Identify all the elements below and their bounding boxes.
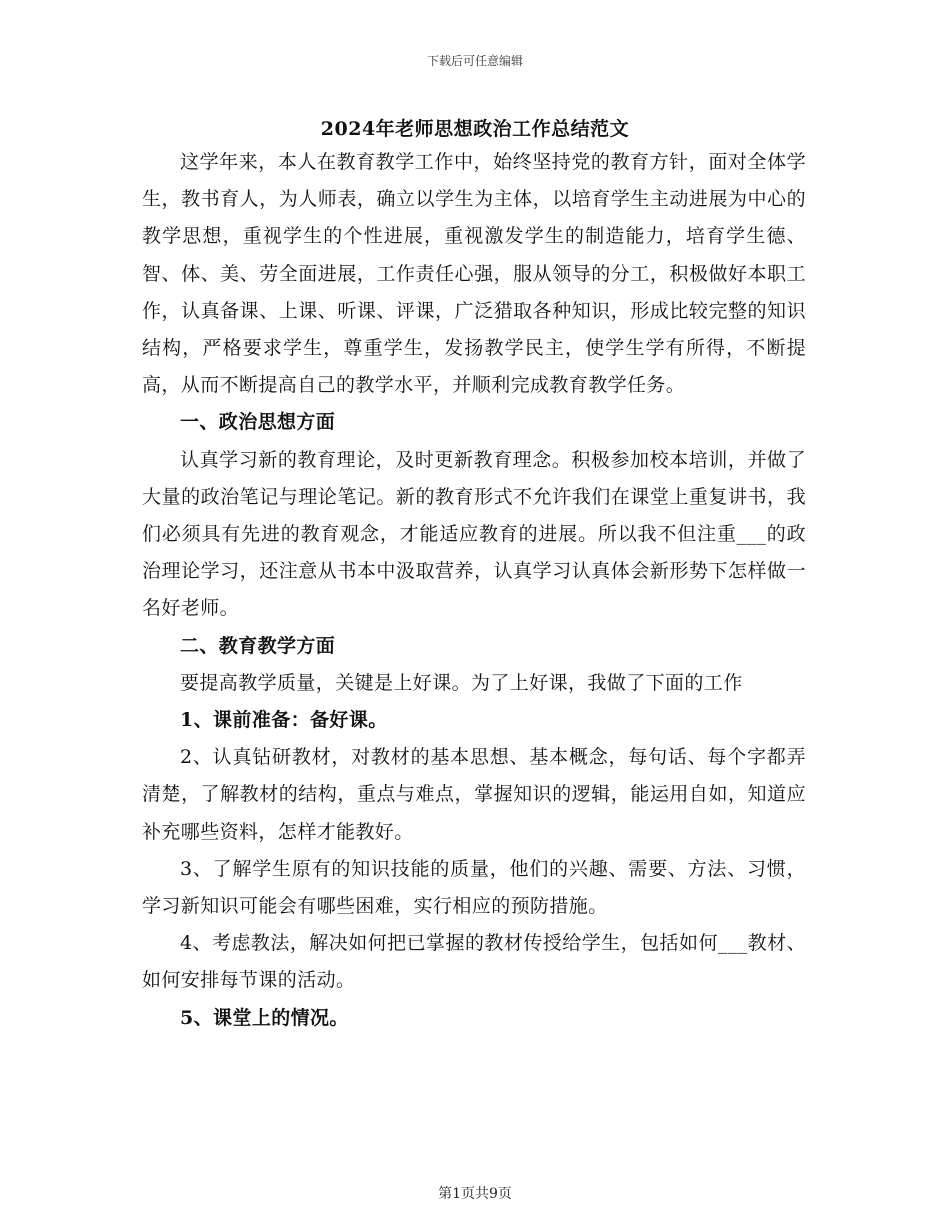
teaching-intro-paragraph: 要提高教学质量，关键是上好课。为了上好课，我做了下面的工作 [180, 671, 743, 694]
section-heading-politics: 一、政治思想方面 [180, 411, 336, 434]
item-paragraph-3: 3、了解学生原有的知识技能的质量，他们的兴趣、需要、方法、习惯，学习新知识可能会有哪些困难，实行相应的预防措施。 [142, 857, 806, 918]
item-heading-classroom: 5、课堂上的情况。 [180, 1006, 349, 1029]
politics-paragraph: 认真学习新的教育理论，及时更新教育理念。积极参加校本培训，并做了大量的政治笔记与理论笔记。新的教育形式不允许我们在课堂上重复讲书，我们必须具有先进的教育观念，才能适应教育的进展。所以我不但注重___的政治理论学习，还注意从书本中汲取营养，认真学习认真体会新形势下怎样做一名好老师。 [142, 448, 806, 620]
intro-paragraph: 这学年来，本人在教育教学工作中，始终坚持党的教育方针，面对全体学生，教书育人，为人师表，确立以学生为主体，以培育学生主动进展为中心的教学思想，重视学生的个性进展，重视激发学生的制造能力，培育学生德、智、体、美、劳全面进展，工作责任心强，服从领导的分工，积极做好本职工作，认真备课、上课、听课、评课，广泛猎取各种知识，形成比较完整的知识结构，严格要求学生，尊重学生，发扬教学民主，使学生学有所得，不断提高，从而不断提高自己的教学水平，并顺利完成教育教学任务。 [142, 151, 806, 397]
item-heading-prep: 1、课前准备：备好课。 [180, 709, 388, 732]
item-paragraph-4: 4、考虑教法，解决如何把已掌握的教材传授给学生，包括如何___教材、如何安排每节课的活动。 [142, 932, 806, 992]
document-body [142, 144, 806, 1037]
item-paragraph-2: 2、认真钻研教材，对教材的基本思想、基本概念，每句话、每个字都弄清楚，了解教材的结构，重点与难点，掌握知识的逻辑，能运用自如，知道应补充哪些资料，怎样才能教好。 [142, 746, 806, 843]
section-heading-teaching: 二、教育教学方面 [180, 634, 336, 657]
header-note: 下载后可任意编辑 [426, 54, 523, 68]
page-footer: 第1页共9页 [438, 1186, 512, 1202]
document-title: 2024年老师思想政治工作总结范文 [320, 118, 630, 140]
